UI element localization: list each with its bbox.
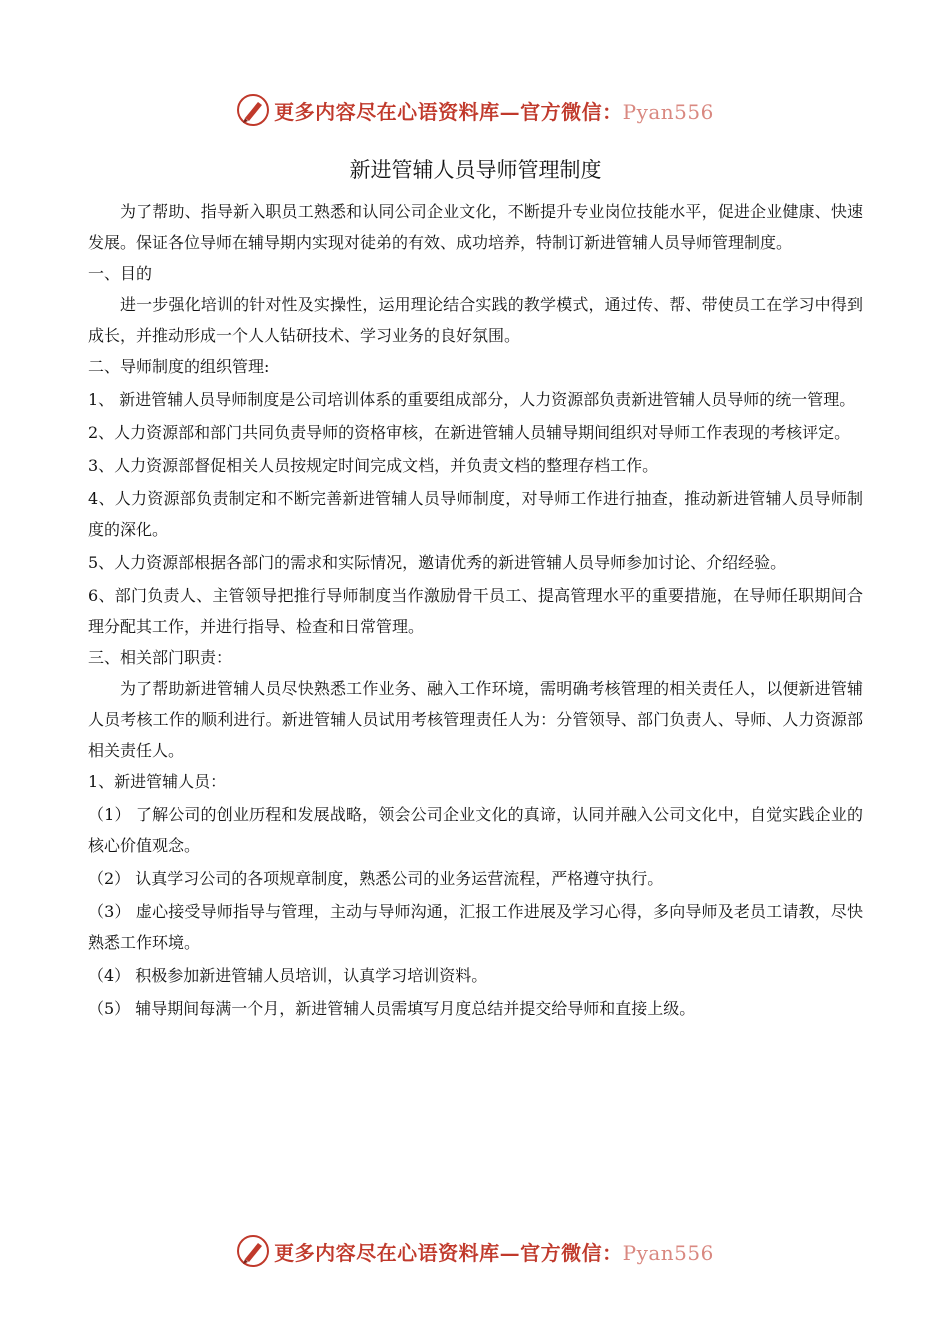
header-banner: [0, 92, 950, 128]
duty-item-1: （1） 了解公司的创业历程和发展战略，领会公司企业文化的真谛，认同并融入公司文化中，自觉实践企业的核心价值观念。: [88, 805, 863, 855]
section-heading-purpose: 一、目的: [88, 264, 153, 283]
org-item-2: 2、人力资源部和部门共同负责导师的资格审核，在新进管辅人员辅导期间组织对导师工作表现的考核评定。: [88, 423, 851, 442]
org-item-3: 3、人力资源部督促相关人员按规定时间完成文档，并负责文档的整理存档工作。: [88, 456, 659, 475]
org-item-4: 4、人力资源部负责制定和不断完善新进管辅人员导师制度，对导师工作进行抽查，推动新进管辅人员导师制度的深化。: [88, 489, 863, 539]
pen-logo-icon: [236, 93, 270, 127]
duty-item-4: （4） 积极参加新进管辅人员培训，认真学习培训资料。: [88, 966, 488, 985]
purpose-paragraph: 进一步强化培训的针对性及实操性，运用理论结合实践的教学模式，通过传、帮、带使员工在学习中得到成长，并推动形成一个人人钻研技术、学习业务的良好氛围。: [88, 295, 863, 345]
banner-text: 更多内容尽在心语资料库—官方微信：Pyan556: [274, 99, 714, 124]
subsection-heading-new-staff: 1、新进管辅人员：: [88, 772, 227, 791]
duty-item-2: （2） 认真学习公司的各项规章制度，熟悉公司的业务运营流程，严格遵守执行。: [88, 869, 664, 888]
pen-logo-icon: [236, 1234, 270, 1268]
intro-paragraph: 为了帮助、指导新入职员工熟悉和认同公司企业文化，不断提升专业岗位技能水平，促进企业健康、快速发展。保证各位导师在辅导期内实现对徒弟的有效、成功培养，特制订新进管辅人员导师管理制度。: [88, 202, 863, 252]
duty-item-5: （5） 辅导期间每满一个月，新进管辅人员需填写月度总结并提交给导师和直接上级。: [88, 999, 696, 1018]
footer-banner: [0, 1233, 950, 1269]
section-heading-organization: 二、导师制度的组织管理:: [88, 357, 270, 376]
responsibilities-paragraph: 为了帮助新进管辅人员尽快熟悉工作业务、融入工作环境，需明确考核管理的相关责任人，以便新进管辅人员考核工作的顺利进行。新进管辅人员试用考核管理责任人为：分管领导、部门负责人、导师、人力资源部相关责任人。: [88, 679, 863, 760]
org-item-1: 1、 新进管辅人员导师制度是公司培训体系的重要组成部分，人力资源部负责新进管辅人员导师的统一管理。: [88, 390, 856, 409]
document-body: [88, 150, 863, 1024]
document-title: 新进管辅人员导师管理制度: [349, 158, 602, 182]
banner-text: 更多内容尽在心语资料库—官方微信：Pyan556: [274, 1240, 714, 1265]
section-heading-responsibilities: 三、相关部门职责：: [88, 648, 233, 667]
org-item-5: 5、人力资源部根据各部门的需求和实际情况，邀请优秀的新进管辅人员导师参加讨论、介绍经验。: [88, 553, 787, 572]
duty-item-3: （3） 虚心接受导师指导与管理，主动与导师沟通，汇报工作进展及学习心得，多向导师及老员工请教，尽快熟悉工作环境。: [88, 902, 863, 952]
org-item-6: 6、部门负责人、主管领导把推行导师制度当作激励骨干员工、提高管理水平的重要措施，在导师任职期间合理分配其工作，并进行指导、检查和日常管理。: [88, 586, 863, 636]
